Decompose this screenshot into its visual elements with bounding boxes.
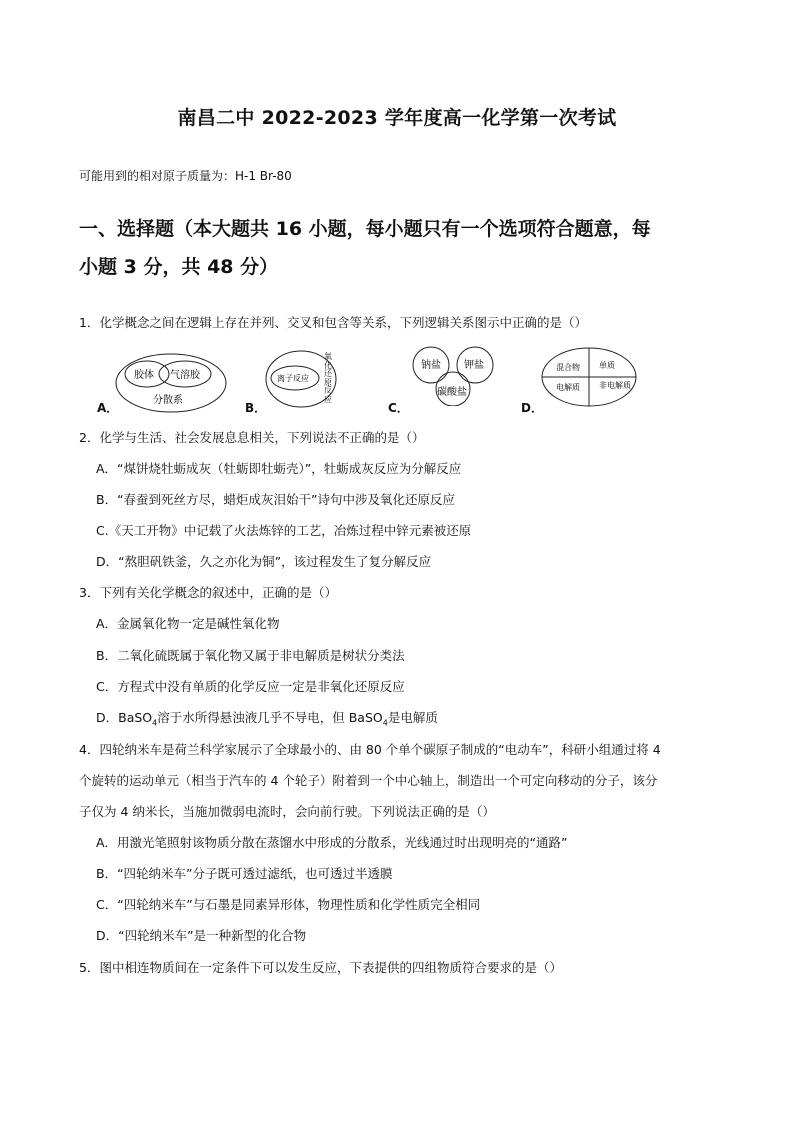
section-heading-line1: 一、选择题（本大题共 16 小题，每小题只有一个选项符合题意，每	[79, 218, 651, 240]
q3-d-sub2: 4	[382, 718, 388, 728]
q3-d-pre: D．BaSO	[96, 710, 153, 725]
q4-option-a[interactable]: A．用激光笔照射该物质分散在蒸馏水中形成的分散系，光线通过时出现明亮的“通路”	[96, 835, 568, 850]
diag-c-sodium: 钠盐	[421, 360, 441, 371]
q4-stem-line3: 子仅为 4 纳米长，当施加微弱电流时，会向前行驶。下列说法正确的是（）	[79, 804, 495, 819]
q4-option-c[interactable]: C．“四轮纳米车”与石墨是同素异形体，物理性质和化学性质完全相同	[96, 897, 481, 912]
diag-b-ionic: 离子反应	[277, 374, 309, 383]
section-heading-line2: 小题 3 分，共 48 分）	[79, 256, 279, 278]
q1-option-d-label[interactable]: D．	[521, 401, 543, 415]
diag-d-electrolyte: 电解质	[556, 383, 580, 392]
q4-option-b[interactable]: B．“四轮纳米车”分子既可透过滤纸，也可透过半透膜	[96, 866, 393, 881]
diag-a-dispersion: 分散系	[153, 395, 183, 406]
q1-diagram-d	[540, 346, 638, 408]
q4-stem-line1: 4．四轮纳米车是荷兰科学家展示了全球最小的、由 80 个单个碳原子制成的“电动车”，科研小组通过将 4	[79, 742, 661, 757]
q3-option-c[interactable]: C．方程式中没有单质的化学反应一定是非氧化还原反应	[96, 679, 405, 694]
q3-option-b[interactable]: B．二氧化硫既属于氧化物又属于非电解质是树状分类法	[96, 648, 405, 663]
q2-option-d[interactable]: D．“熬胆矾铁釜，久之亦化为铜”，该过程发生了复分解反应	[96, 554, 432, 569]
q1-diagram-c	[406, 346, 500, 406]
diag-a-colloid: 胶体	[134, 370, 154, 381]
q2-option-c[interactable]: C.《天工开物》中记载了火法炼锌的工艺，冶炼过程中锌元素被还原	[96, 523, 472, 538]
q1-diagram-a	[114, 352, 228, 414]
diag-c-potassium: 钾盐	[464, 360, 484, 371]
exam-title: 南昌二中 2022-2023 学年度高一化学第一次考试	[177, 107, 617, 129]
q3-option-a[interactable]: A．金属氧化物一定是碱性氧化物	[96, 616, 280, 631]
q1-option-b-label[interactable]: B．	[245, 401, 267, 415]
q3-d-mid: 溶于水所得悬浊液几乎不导电，但 BaSO	[157, 710, 383, 725]
diag-a-aerosol: 气溶胶	[170, 370, 200, 381]
q3-stem: 3．下列有关化学概念的叙述中，正确的是（）	[79, 585, 337, 600]
q1-stem: 1．化学概念之间在逻辑上存在并列、交叉和包含等关系，下列逻辑关系图示中正确的是（）	[79, 315, 587, 330]
q3-d-sub: 4	[152, 718, 158, 728]
q5-stem: 5．图中相连物质间在一定条件下可以发生反应，下表提供的四组物质符合要求的是（）	[79, 960, 562, 975]
q4-option-d[interactable]: D．“四轮纳米车”是一种新型的化合物	[96, 928, 307, 943]
diag-b-redox: 氧化还原反应	[324, 352, 332, 404]
diag-d-element: 单质	[599, 361, 615, 370]
q4-stem-line2: 个旋转的运动单元（相当于汽车的 4 个轮子）附着到一个中心轴上，制造出一个可定向移动的分子，该分	[79, 773, 658, 788]
diag-d-nonelectrolyte: 非电解质	[599, 381, 631, 390]
q2-option-b[interactable]: B．“春蚕到死丝方尽，蜡炬成灰泪始干”诗句中涉及氧化还原反应	[96, 492, 456, 507]
q1-option-c-label[interactable]: C．	[388, 401, 409, 415]
diag-c-carbonate: 碳酸盐	[437, 387, 467, 398]
q1-option-a-label[interactable]: A．	[97, 401, 119, 415]
diag-d-mixture: 混合物	[556, 363, 580, 372]
q2-stem: 2．化学与生活、社会发展息息相关，下列说法不正确的是（）	[79, 430, 425, 445]
q3-d-post: 是电解质	[387, 710, 438, 725]
q3-option-d[interactable]	[96, 708, 736, 734]
q2-option-a[interactable]: A．“煤饼烧牡蛎成灰（牡蛎即牡蛎壳）”，牡蛎成灰反应为分解反应	[96, 461, 462, 476]
atomic-mass-note: 可能用到的相对原子质量为：H-1 Br-80	[79, 169, 292, 183]
